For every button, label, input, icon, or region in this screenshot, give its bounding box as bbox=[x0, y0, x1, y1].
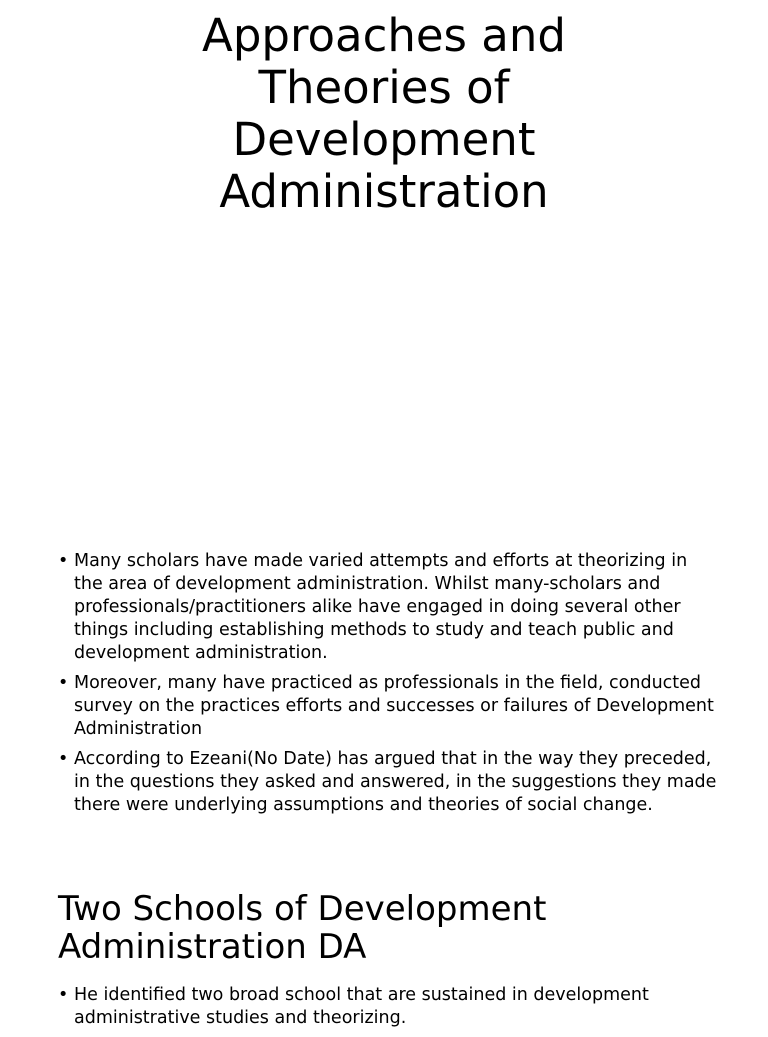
bullet-list bbox=[58, 550, 718, 824]
slide-title: Approaches and Theories of Development Administration bbox=[202, 9, 566, 218]
bullet-item bbox=[58, 550, 718, 665]
bullet-list bbox=[58, 984, 718, 1037]
section-title: Two Schools of Development Administration DA bbox=[58, 889, 547, 967]
bullet-item bbox=[58, 748, 718, 817]
bullet-text: He identified two broad school that are sustained in development administrative studies and theorizing. bbox=[74, 985, 649, 1028]
bullet-text: According to Ezeani(No Date) has argued that in the way they preceded, in the questions they asked and answered, in the suggestions they made there were underlying assumptions and theories of social change. bbox=[74, 749, 717, 815]
bullet-text: Moreover, many have practiced as professionals in the field, conducted survey on the practices efforts and successes or failures of Development Administration bbox=[74, 673, 714, 739]
bullet-dot: • bbox=[58, 749, 69, 769]
bullet-item bbox=[58, 984, 718, 1030]
bullet-text: Many scholars have made varied attempts and efforts at theorizing in the area of development administration. Whilst many-scholars and professionals/practitioners alike have engaged in doing several other things including establishing methods to study and teach public and development administration. bbox=[74, 551, 688, 663]
bullet-item bbox=[58, 672, 718, 741]
bullet-dot: • bbox=[58, 673, 69, 693]
bullet-dot: • bbox=[58, 551, 69, 571]
bullet-dot: • bbox=[58, 985, 69, 1005]
